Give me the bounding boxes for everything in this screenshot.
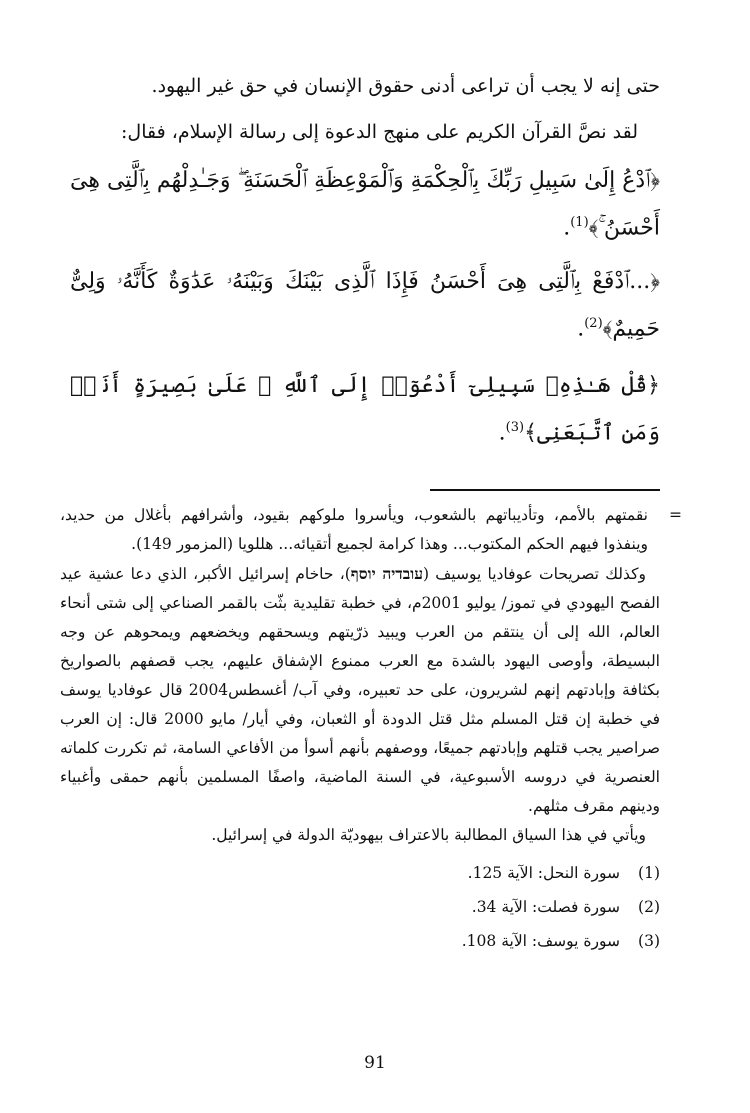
reference-number: (2) <box>638 898 660 916</box>
verse-1-text: ﴿ٱدْعُ إِلَىٰ سَبِيلِ رَبِّكَ بِٱلْحِكْمَةِ وَٱلْمَوْعِظَةِ ٱلْحَسَنَةِ ۖ وَجَـٰدِلْهُم بِٱلَّتِى هِىَ أَحْسَنُ ۚ﴾ <box>70 168 660 241</box>
main-text <box>70 66 660 454</box>
reference-text: سورة فصلت: الآية 34. <box>471 898 620 916</box>
continuation-marker: = <box>669 506 682 524</box>
footnotes <box>60 501 682 958</box>
footnote-separator <box>430 489 660 491</box>
verse-2-ref: (2) <box>584 316 603 332</box>
verse-2-text: ﴿...ٱدْفَعْ بِٱلَّتِى هِىَ أَحْسَنُ فَإِذَا ٱلَّذِى بَيْنَكَ وَبَيْنَهُۥ عَدَٰوَةٌ كَأَنَّهُۥ وَلِىٌّ حَمِيمٌ﴾ <box>70 269 660 342</box>
page-number: 91 <box>364 1053 386 1073</box>
quran-verse-1: ﴿ٱدْعُ إِلَىٰ سَبِيلِ رَبِّكَ بِٱلْحِكْمَةِ وَٱلْمَوْعِظَةِ ٱلْحَسَنَةِ ۖ وَجَـٰدِلْهُم بِٱلَّتِى هِىَ أَحْسَنُ ۚ﴾$^{(1)}$. <box>70 168 660 241</box>
reference-item <box>60 924 660 958</box>
reference-text: سورة النحل: الآية 125. <box>467 864 620 882</box>
reference-text: سورة يوسف: الآية 108. <box>461 932 620 950</box>
paragraph-1: حتى إنه لا يجب أن تراعى أدنى حقوق الإنسان في حق غير اليهود. <box>151 75 660 97</box>
quran-verse-3: ﴿قُلْ هَـٰذِهِۦ سَبِيلِىٓ أَدْعُوٓا۟ إِلَى ٱللَّهِ ۚ عَلَىٰ بَصِيرَةٍ أَنَا۠ وَمَنِ ٱتَّبَعَنِى﴾$^{(3)}$. <box>70 372 660 445</box>
reference-number: (1) <box>638 864 660 882</box>
footnote-text-a: وكذلك تصريحات عوفاديا يوسيف ( <box>422 565 646 583</box>
footnote-continuation-text: نقمتهم بالأمم، وتأديباتهم بالشعوب، ويأسروا ملوكهم بقيود، وأشرافهم بأغلال من حديد، وينفذوا فيهم الحكم المكتوب... وهذا كرامة لجميع أتقيائه... هللويا (المزمور 149). <box>60 506 648 553</box>
reference-number: (3) <box>638 932 660 950</box>
paragraph-2: لقد نصَّ القرآن الكريم على منهج الدعوة إلى رسالة الإسلام، فقال: <box>121 121 638 143</box>
reference-item <box>60 890 660 924</box>
verse-3-text: ﴿قُلْ هَـٰذِهِۦ سَبِيلِىٓ أَدْعُوٓا۟ إِلَى ٱللَّهِ ۚ عَلَىٰ بَصِيرَةٍ أَنَا۠ وَمَنِ ٱتَّبَعَنِى﴾ <box>70 372 660 445</box>
footnote-text-b: )، حاخام إسرائيل الأكبر، الذي دعا عشية عيد الفصح اليهودي في تموز/ يوليو 2001م، في خطبة تقليدية بثّت بالقمر الصناعي إلى شتى أنحاء العالم، الله إلى أن ينتقم من العرب ويبيد ذرّيتهم ويسحقهم ويخضعهم ويمحوهم عن وجه البسيطة، وأوصى اليهود بالشدة مع العرب ممنوع الإشفاق عليهم، يجب قصفهم بالصواريخ بكثافة وإبادتهم إنهم لشريرون، على حد تعبيره، وفي آب/ أغسطس2004 قال عوفاديا يوسف في خطبة إن قتل المسلم مثل قتل الدودة أو الثعبان، وفي أيار/ مايو 2000 قال: إن العرب صراصير يجب قتلهم وإبادتهم جميعًا، ووصفهم بأنهم أسوأ من الأفاعي السامة، ثم تكررت كلماته العنصرية في دروسه الأسبوعية، في السنة الماضية، واصفًا المسلمين بأنهم حمقى وأغبياء ودينهم مقرف مثلهم. <box>60 565 660 815</box>
hebrew-name: עובדיה יוסף <box>350 564 423 583</box>
verse-references <box>60 856 660 958</box>
verse-1-ref: (1) <box>570 215 589 230</box>
footnote-continuation <box>60 501 682 559</box>
verse-3-ref: (3) <box>505 419 525 435</box>
footnote-paragraph-2 <box>60 559 660 821</box>
footnote-paragraph-3: ويأتي في هذا السياق المطالبة بالاعتراف بيهوديّة الدولة في إسرائيل. <box>211 826 646 844</box>
reference-item <box>60 856 660 890</box>
quran-verse-2: ﴿...ٱدْفَعْ بِٱلَّتِى هِىَ أَحْسَنُ فَإِذَا ٱلَّذِى بَيْنَكَ وَبَيْنَهُۥ عَدَٰوَةٌ كَأَنَّهُۥ وَلِىٌّ حَمِيمٌ﴾$^{(2)}$. <box>70 269 660 342</box>
